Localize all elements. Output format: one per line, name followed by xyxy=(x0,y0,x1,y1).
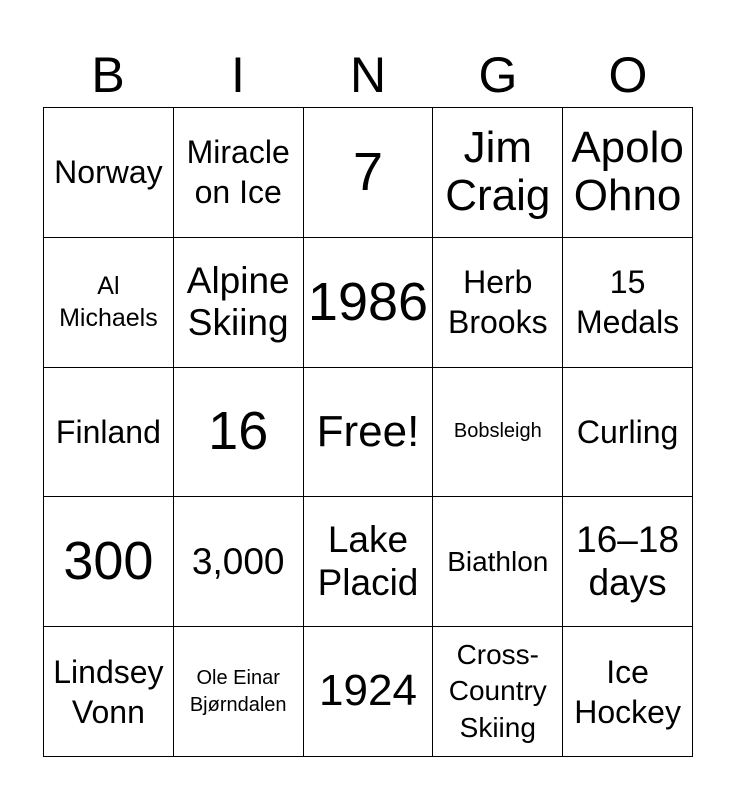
bingo-cell-r4-c5[interactable]: 16–18 days xyxy=(563,497,693,627)
bingo-cell-r2-c2[interactable]: Alpine Skiing xyxy=(174,238,304,368)
bingo-header xyxy=(43,44,693,106)
bingo-cell-r5-c5[interactable]: Ice Hockey xyxy=(563,627,693,757)
bingo-cell-r3-c2[interactable]: 16 xyxy=(174,368,304,498)
bingo-cell-r3-c5[interactable]: Curling xyxy=(563,368,693,498)
bingo-cell-r1-c3[interactable]: 7 xyxy=(304,108,434,238)
bingo-cell-r4-c4[interactable]: Biathlon xyxy=(433,497,563,627)
bingo-cell-r3-c4[interactable]: Bobsleigh xyxy=(433,368,563,498)
bingo-cell-r5-c1[interactable]: Lindsey Vonn xyxy=(44,627,174,757)
bingo-cell-r5-c2[interactable]: Ole Einar Bjørndalen xyxy=(174,627,304,757)
header-letter-g: G xyxy=(478,47,518,103)
header-letter-i: I xyxy=(231,47,245,103)
bingo-cell-r2-c4[interactable]: Herb Brooks xyxy=(433,238,563,368)
bingo-cell-r3-c3-free[interactable]: Free! xyxy=(304,368,434,498)
bingo-cell-r4-c3[interactable]: Lake Placid xyxy=(304,497,434,627)
bingo-cell-r2-c3[interactable]: 1986 xyxy=(304,238,434,368)
bingo-cell-r1-c1[interactable]: Norway xyxy=(44,108,174,238)
header-letter-b: B xyxy=(91,47,125,103)
bingo-cell-r5-c4[interactable]: Cross- Country Skiing xyxy=(433,627,563,757)
bingo-cell-r1-c4[interactable]: Jim Craig xyxy=(433,108,563,238)
bingo-cell-r2-c5[interactable]: 15 Medals xyxy=(563,238,693,368)
bingo-board xyxy=(43,107,693,757)
bingo-cell-r2-c1[interactable]: Al Michaels xyxy=(44,238,174,368)
header-letter-o: O xyxy=(608,47,648,103)
bingo-cell-r4-c1[interactable]: 300 xyxy=(44,497,174,627)
bingo-cell-r5-c3[interactable]: 1924 xyxy=(304,627,434,757)
bingo-cell-r1-c2[interactable]: Miracle on Ice xyxy=(174,108,304,238)
bingo-cell-r3-c1[interactable]: Finland xyxy=(44,368,174,498)
header-letter-n: N xyxy=(349,47,387,103)
bingo-cell-r4-c2[interactable]: 3,000 xyxy=(174,497,304,627)
bingo-cell-r1-c5[interactable]: Apolo Ohno xyxy=(563,108,693,238)
